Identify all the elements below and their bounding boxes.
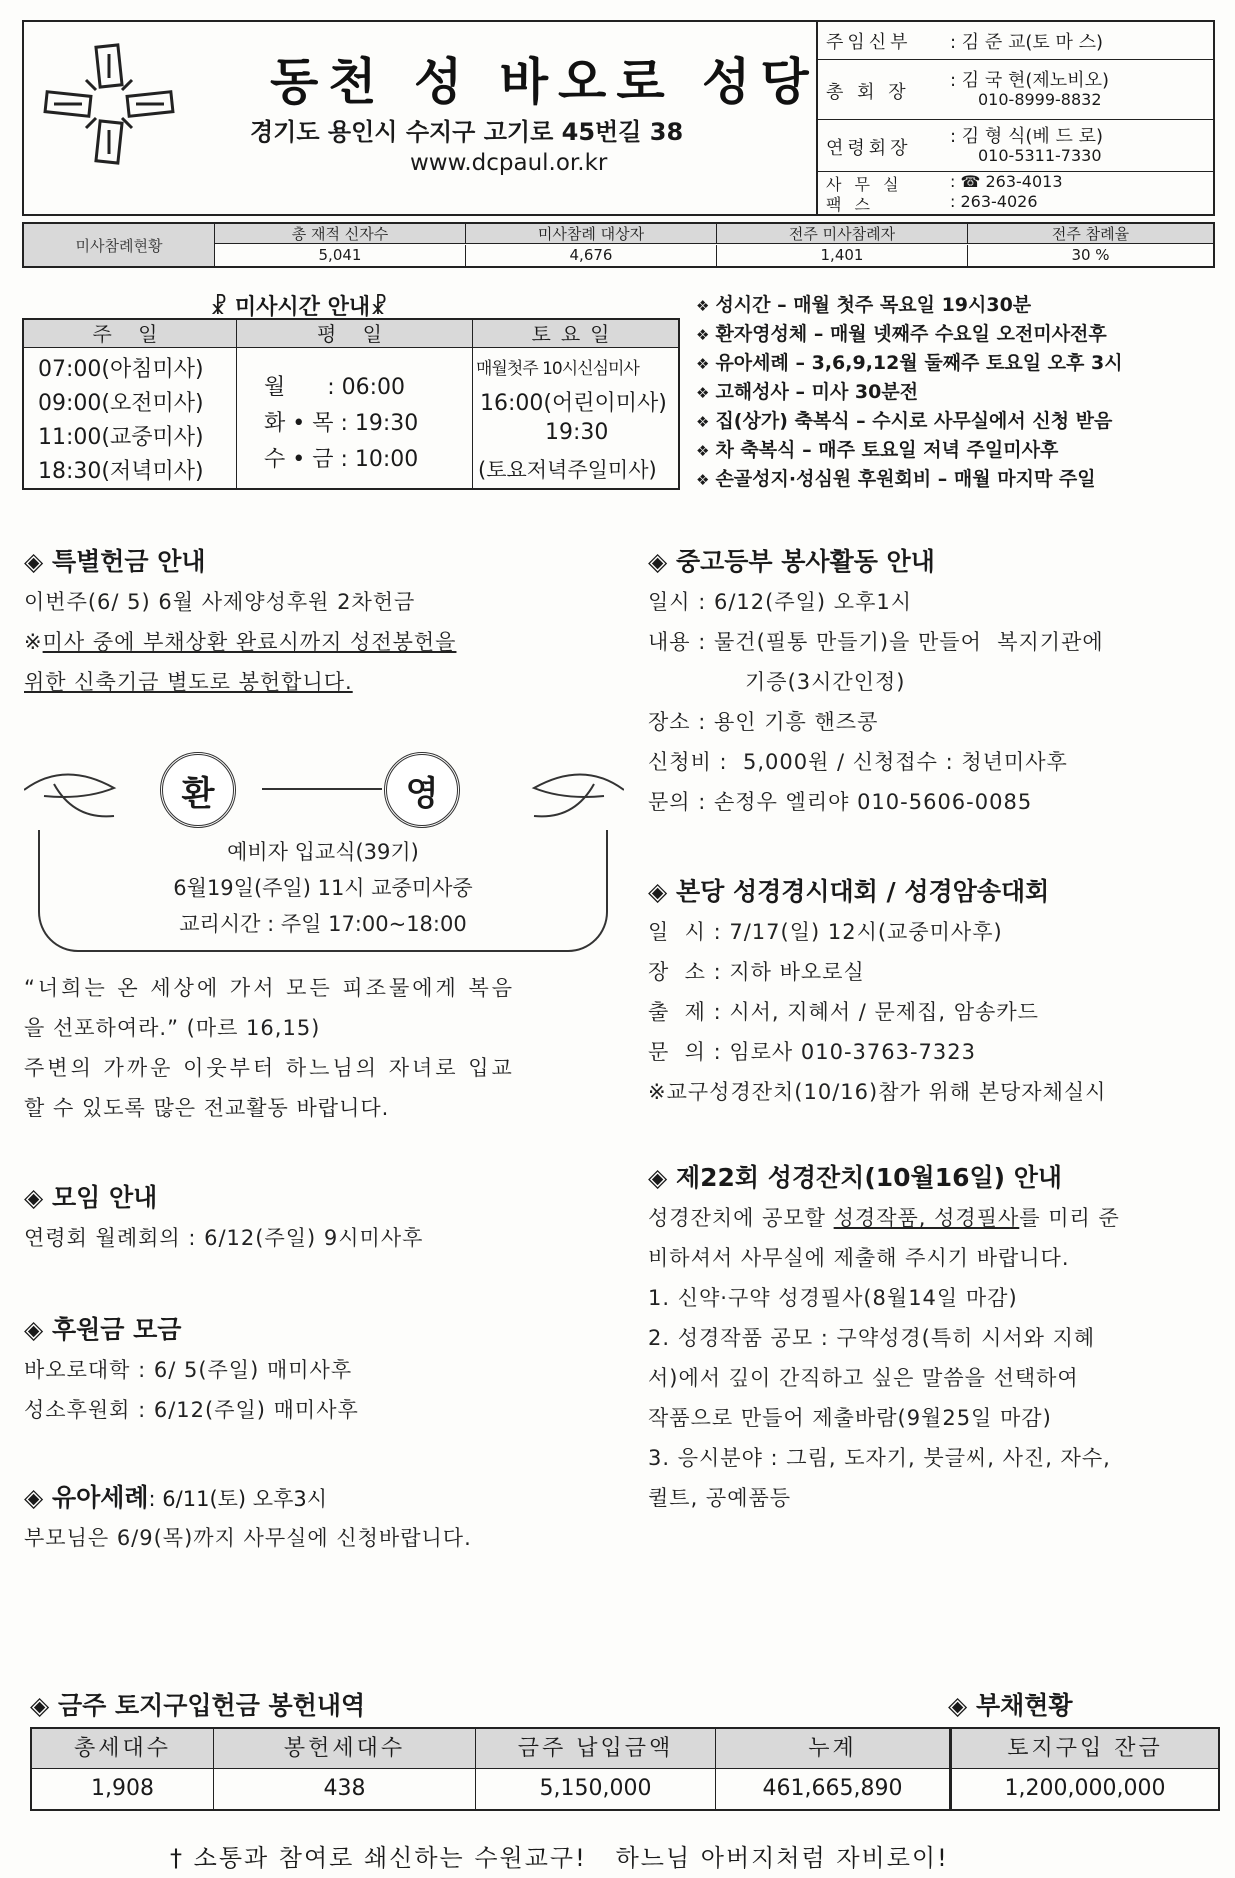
church-website-link[interactable]: www.dcpaul.or.kr (410, 150, 608, 176)
saturday-mass-time: 16:00(어린이미사) (480, 391, 667, 416)
president-label: 총 회 장 (826, 82, 910, 103)
diamond-bullet-icon: ◈ (648, 877, 676, 906)
diamond-bullet-icon: ◈ (30, 1691, 58, 1720)
bible-contest-line: 문 의 : 임로사 010-3763-7323 (648, 1040, 977, 1064)
federation-value: : 김 형 식(베 드 로) (950, 126, 1104, 147)
diamond-bullet-icon: ❖ (696, 384, 710, 402)
notice-item: ❖ 환자영성체 – 매월 넷째주 수요일 오전미사전후 (696, 323, 1107, 345)
bible-contest-heading: ◈ 본당 성경경시대회 / 성경암송대회 (648, 877, 1050, 906)
debt-status-heading: ◈ 부채현황 (948, 1691, 1073, 1720)
office-row (818, 172, 1213, 216)
welcome-wreath-left: 환 (160, 752, 236, 828)
bible-contest-line: 일 시 : 7/17(일) 12시(교중미사후) (648, 920, 1003, 944)
youth-line: 장소 : 용인 기흥 핸즈콩 (648, 710, 879, 734)
attendance-value: 30 % (1071, 246, 1110, 264)
bible-festival-line: 성경잔치에 공모할 성경작품, 성경필사를 미리 준 (648, 1206, 1120, 1230)
bible-festival-line: 1. 신약·구약 성경필사(8월14일 마감) (648, 1286, 1018, 1310)
special-offering-line: ※미사 중에 부채상환 완료시까지 성전봉헌을 (24, 630, 457, 654)
youth-line: 신청비 : 5,000원 / 신청접수 : 청년미사후 (648, 750, 1068, 774)
church-address: 경기도 용인시 수지구 고기로 45번길 38 (250, 118, 684, 146)
notice-item: ❖ 손골성지·성심원 후원회비 – 매월 마지막 주일 (696, 468, 1096, 490)
diamond-bullet-icon: ❖ (696, 413, 710, 431)
land-table-value: 1,200,000,000 (1004, 1776, 1166, 1801)
mass-column-divider (472, 320, 473, 488)
meeting-line: 연령회 월례회의 : 6/12(주일) 9시미사후 (24, 1226, 424, 1250)
mass-column-divider (236, 320, 237, 488)
president-row (818, 60, 1213, 120)
donation-line: 바오로대학 : 6/ 5(주일) 매미사후 (24, 1358, 353, 1382)
notice-item: ❖ 성시간 – 매월 첫주 목요일 19시30분 (696, 294, 1032, 316)
attendance-label: 미사참례현황 (24, 224, 215, 266)
wreath-connector (262, 788, 382, 790)
weekday-mass-time: 화 • 목 : 19:30 (264, 411, 419, 436)
catechumen-line: 교리시간 : 주일 17:00~18:00 (179, 912, 467, 936)
church-logo-icon (40, 40, 180, 170)
land-table-value: 5,150,000 (476, 1769, 716, 1809)
land-table-value: 461,665,890 (716, 1769, 952, 1809)
diamond-bullet-icon: ❖ (696, 297, 710, 315)
quote-line: 을 선포하여라.” (마르 16,15) (24, 1016, 321, 1040)
sunday-mass-time: 11:00(교중미사) (38, 425, 204, 450)
bible-festival-line: 작품으로 만들어 제출바람(9월25일 마감) (648, 1406, 1052, 1430)
pastor-label: 주임신부 (826, 32, 912, 53)
pastor-row (818, 20, 1213, 60)
youth-line: 일시 : 6/12(주일) 오후1시 (648, 590, 913, 614)
bible-contest-line: 장 소 : 지하 바오로실 (648, 960, 865, 984)
notice-item: ❖ 유아세례 – 3,6,9,12월 둘째주 토요일 오후 3시 (696, 352, 1123, 374)
donation-heading: ◈ 후원금 모금 (24, 1315, 182, 1344)
footer-slogan: † 소통과 참여로 쇄신하는 수원교구! 하느님 아버지처럼 자비로이! (170, 1844, 949, 1872)
president-phone: 010-8999-8832 (978, 90, 1102, 109)
attendance-header: 총 재적 신자수 (215, 224, 466, 244)
land-table-header: 누계 (716, 1729, 952, 1769)
special-offering-line: 위한 신축기금 별도로 봉헌합니다. (24, 670, 353, 694)
weekday-mass-time: 월 : 06:00 (264, 375, 406, 400)
catechumen-line: 6월19일(주일) 11시 교중미사중 (173, 876, 473, 900)
bible-festival-heading: ◈ 제22회 성경잔치(10월16일) 안내 (648, 1163, 1063, 1192)
sunday-mass-time: 09:00(오전미사) (38, 391, 204, 416)
sunday-mass-time: 07:00(아침미사) (38, 357, 204, 382)
youth-line: 기증(3시간인정) (745, 670, 906, 694)
saturday-mass-time: 19:30 (545, 420, 609, 445)
quote-line: “너희는 온 세상에 가서 모든 피조물에게 복음 (24, 976, 516, 1000)
bible-contest-line: 출 제 : 시서, 지혜서 / 문제집, 암송카드 (648, 1000, 1039, 1024)
mass-schedule-title: ☧ 미사시간 안내☧ (210, 295, 388, 320)
ribbon-ornament-icon (24, 760, 624, 830)
attendance-header: 전주 참례율 (968, 224, 1213, 244)
attendance-value: 5,041 (215, 245, 466, 266)
pastor-value: : 김 준 교(토 마 스) (950, 32, 1104, 53)
bible-festival-line: 서)에서 깊이 간직하고 싶은 말씀을 선택하여 (648, 1366, 1079, 1390)
attendance-value: 1,401 (717, 245, 968, 266)
weekday-mass-time: 수 • 금 : 10:00 (264, 447, 419, 472)
youth-line: 내용 : 물건(필통 만들기)을 만들어 복지기관에 (648, 630, 1104, 654)
office-value: : ☎ 263-4013 (950, 172, 1063, 191)
bible-festival-line: 3. 응시분야 : 그림, 도자기, 붓글씨, 사진, 자수, (648, 1446, 1111, 1470)
notice-item: ❖ 고해성사 – 미사 30분전 (696, 381, 919, 403)
attendance-value: 4,676 (466, 245, 717, 266)
land-offering-heading: ◈ 금주 토지구입헌금 봉헌내역 (30, 1691, 366, 1720)
saturday-mass-time: 매월첫주 10시신심미사 (476, 359, 639, 379)
donation-line: 성소후원회 : 6/12(주일) 매미사후 (24, 1398, 359, 1422)
land-table-header: 금주 납입금액 (476, 1729, 716, 1769)
bible-festival-line: 퀼트, 공예품등 (648, 1486, 792, 1510)
meeting-heading: ◈ 모임 안내 (24, 1183, 158, 1212)
diamond-bullet-icon: ◈ (24, 1483, 52, 1512)
fax-value: : 263-4026 (950, 192, 1038, 211)
president-value: : 김 국 현(제노비오) (950, 70, 1109, 91)
diamond-bullet-icon: ❖ (696, 471, 710, 489)
diamond-bullet-icon: ❖ (696, 442, 710, 460)
land-table-header: 토지구입 잔금 (952, 1729, 1218, 1769)
sunday-mass-time: 18:30(저녁미사) (38, 459, 204, 484)
fax-label: 팩 스 (826, 195, 874, 214)
welcome-wreath-right: 영 (384, 752, 460, 828)
diamond-bullet-icon: ◈ (24, 1315, 52, 1344)
special-offering-heading: ◈ 특별헌금 안내 (24, 547, 206, 576)
mass-header-saturday: 토요일 (473, 320, 678, 348)
diamond-bullet-icon: ◈ (948, 1691, 976, 1720)
land-table-header: 봉헌세대수 (214, 1729, 476, 1769)
special-offering-line: 이번주(6/ 5) 6월 사제양성후원 2차헌금 (24, 590, 416, 614)
quote-line: 할 수 있도록 많은 전교활동 바랍니다. (24, 1096, 390, 1120)
infant-baptism-heading: ◈ 유아세례: 6/11(토) 오후3시 (24, 1483, 328, 1512)
bible-contest-line: ※교구성경잔치(10/16)참가 위해 본당자체실시 (648, 1080, 1107, 1104)
saturday-mass-time: (토요저녁주일미사) (478, 458, 657, 482)
mass-header-weekday: 평 일 (237, 320, 472, 348)
office-label: 사 무 실 (826, 175, 903, 194)
notice-item: ❖ 집(상가) 축복식 – 수시로 사무실에서 신청 받음 (696, 410, 1113, 432)
youth-heading: ◈ 중고등부 봉사활동 안내 (648, 547, 935, 576)
church-title: 동천 성 바오로 성당 (270, 53, 819, 111)
youth-line: 문의 : 손정우 엘리야 010-5606-0085 (648, 790, 1033, 814)
federation-row (818, 120, 1213, 172)
bible-festival-line: 비하셔서 사무실에 제출해 주시기 바랍니다. (648, 1246, 1070, 1270)
notice-item: ❖ 차 축복식 – 매주 토요일 저녁 주일미사후 (696, 439, 1059, 461)
federation-label: 연령회장 (826, 138, 912, 159)
diamond-bullet-icon: ❖ (696, 326, 710, 344)
land-table-header: 총세대수 (32, 1729, 214, 1769)
mass-header-sunday: 주 일 (24, 320, 236, 348)
diamond-bullet-icon: ◈ (24, 547, 52, 576)
federation-phone: 010-5311-7330 (978, 146, 1102, 165)
diamond-bullet-icon: ❖ (696, 355, 710, 373)
land-table-value: 438 (214, 1769, 476, 1809)
land-table-value: 1,908 (32, 1769, 214, 1809)
attendance-header: 전주 미사참례자 (717, 224, 968, 244)
diamond-bullet-icon: ◈ (24, 1183, 52, 1212)
bible-festival-line: 2. 성경작품 공모 : 구약성경(특히 시서와 지혜 (648, 1326, 1096, 1350)
attendance-header: 미사참례 대상자 (466, 224, 717, 244)
diamond-bullet-icon: ◈ (648, 547, 676, 576)
quote-line: 주변의 가까운 이웃부터 하느님의 자녀로 입교 (24, 1056, 515, 1080)
diamond-bullet-icon: ◈ (648, 1163, 676, 1192)
infant-baptism-line: 부모님은 6/9(목)까지 사무실에 신청바랍니다. (24, 1526, 472, 1550)
catechumen-line: 예비자 입교식(39기) (227, 840, 419, 864)
